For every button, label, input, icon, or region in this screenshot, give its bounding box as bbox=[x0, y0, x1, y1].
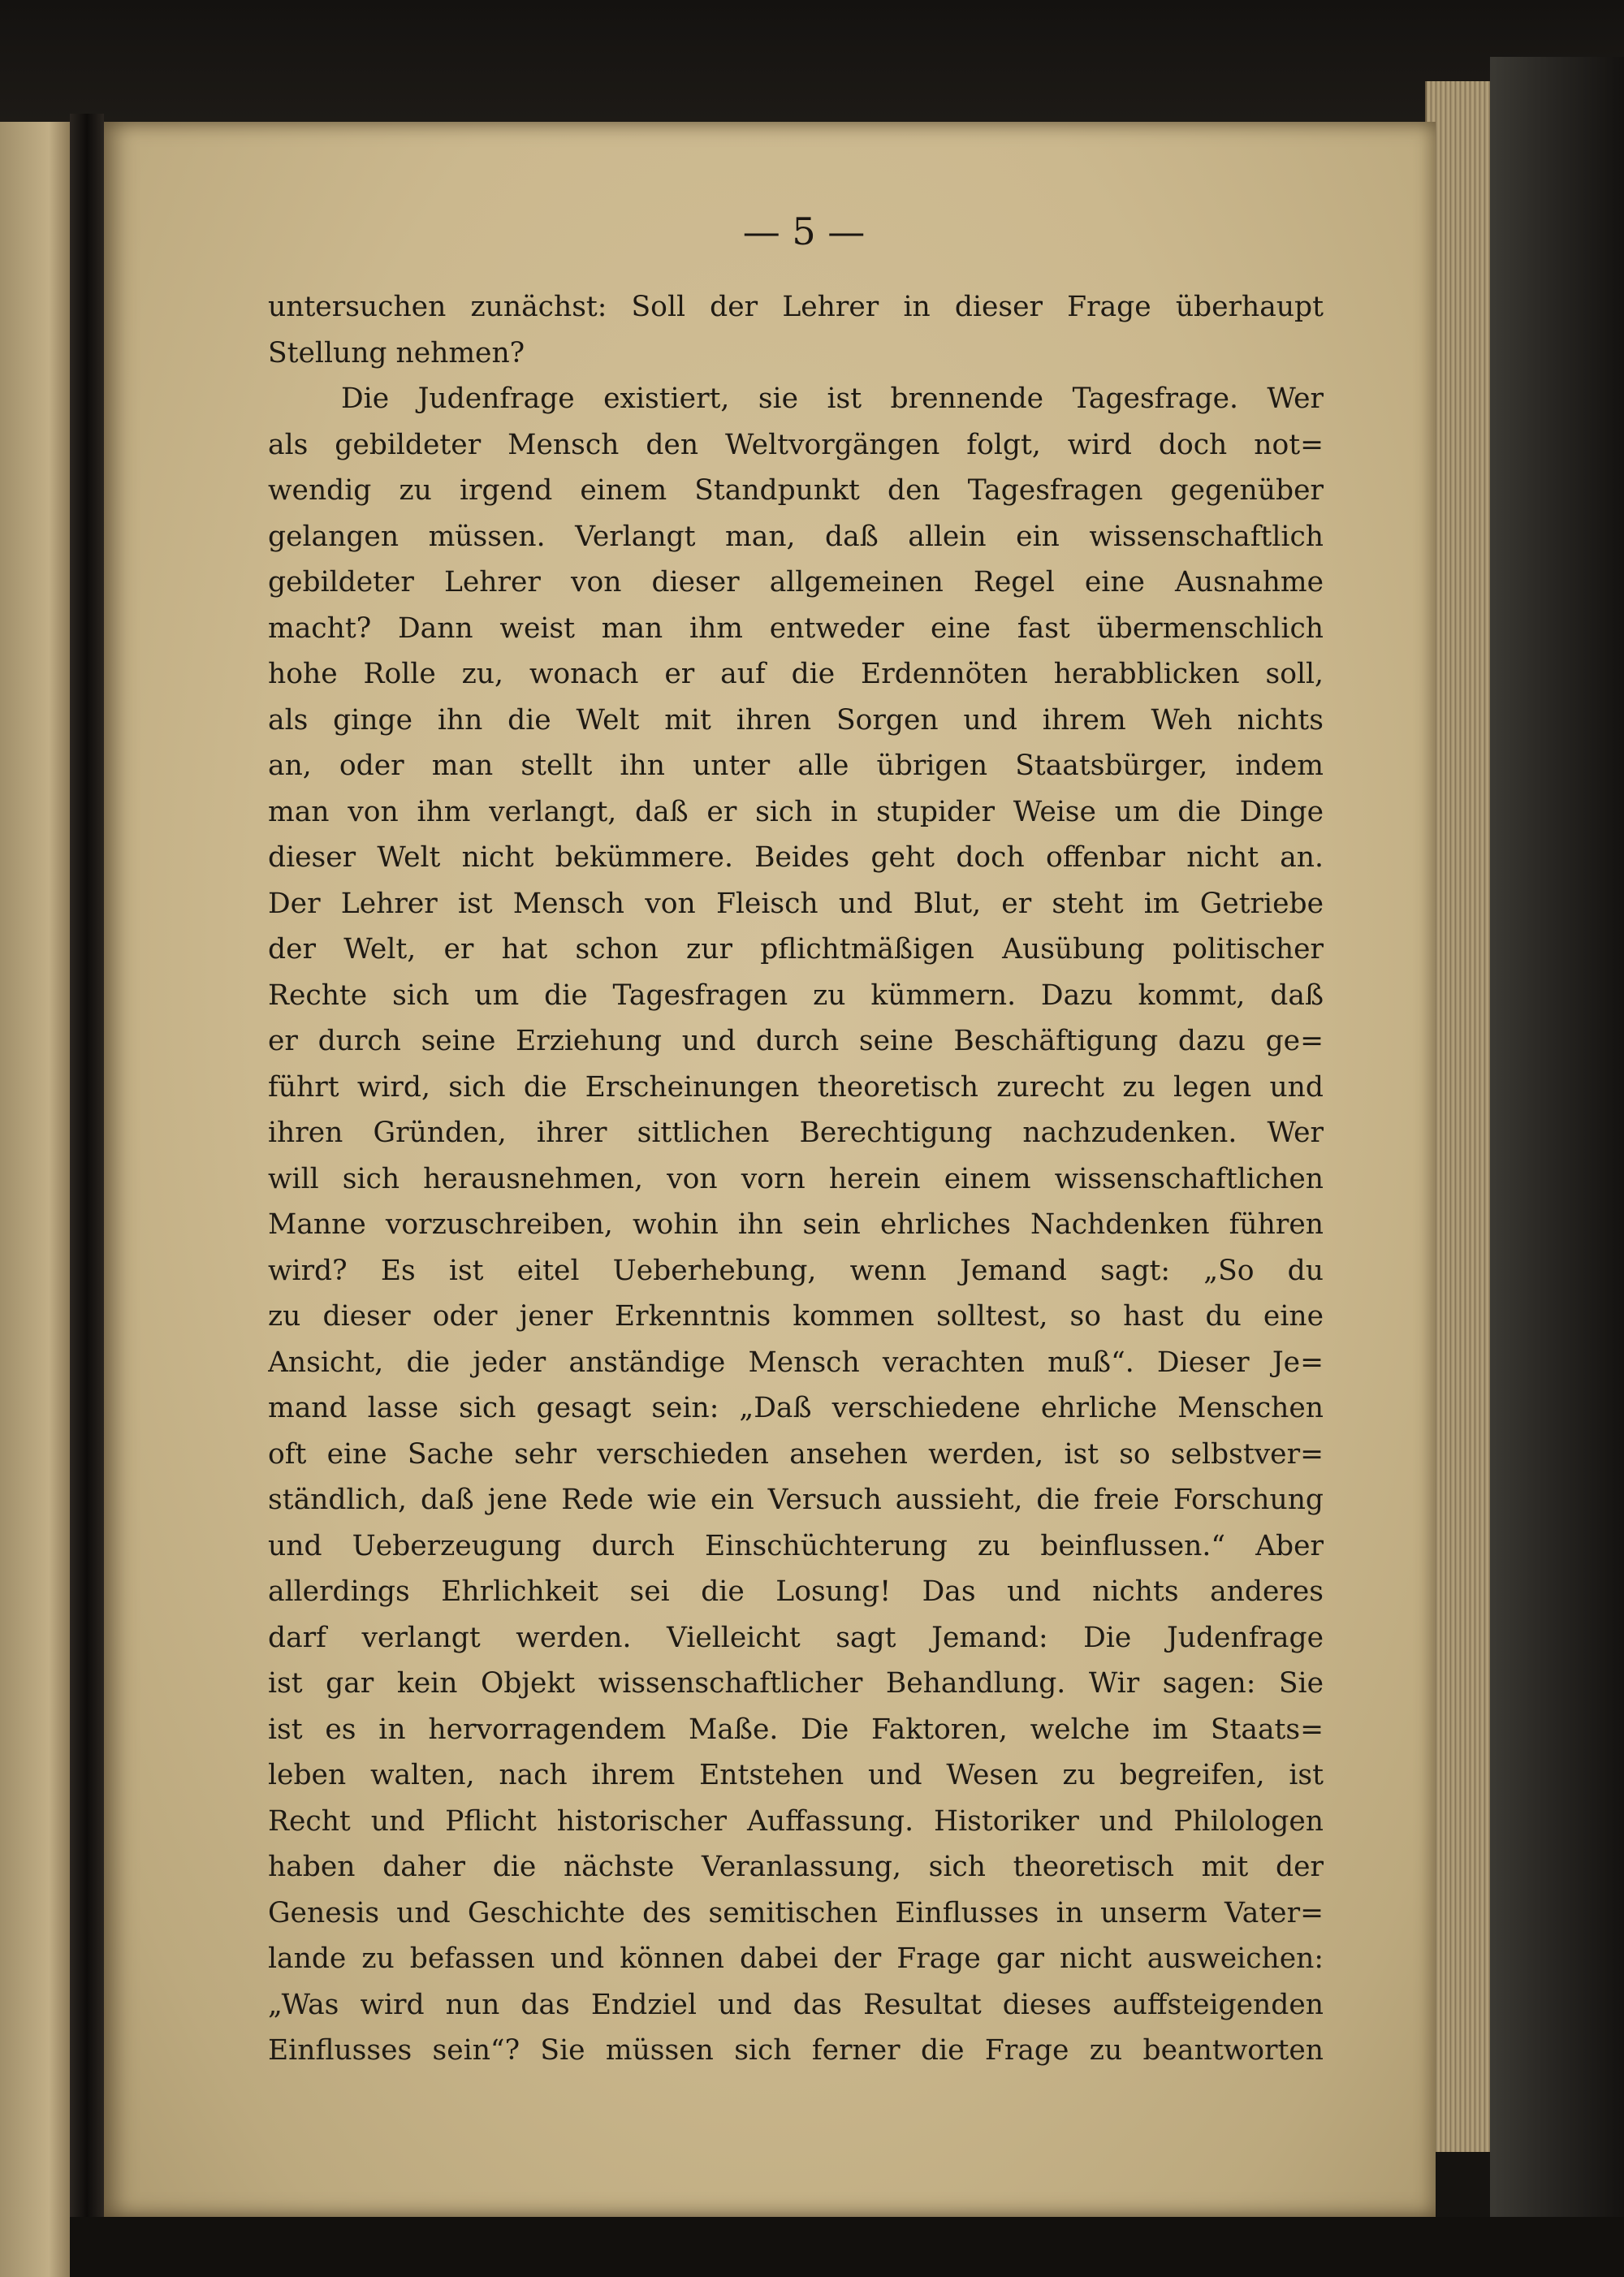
text-line: ist es in hervorragendem Maße. Die Faktoren, welche im Staats= bbox=[268, 1713, 1324, 1746]
text-line: er durch seine Erziehung und durch seine Beschäftigung dazu ge= bbox=[268, 1025, 1324, 1057]
text-line: Stellung nehmen? bbox=[268, 336, 525, 369]
text-line: man von ihm verlangt, daß er sich in stupider Weise um die Dinge bbox=[268, 795, 1324, 828]
text-line: ihren Gründen, ihrer sittlichen Berechtigung nachzudenken. Wer bbox=[268, 1117, 1324, 1149]
text-line: hohe Rolle zu, wonach er auf die Erdennöten herabblicken soll, bbox=[268, 658, 1324, 690]
left-page-edge bbox=[0, 122, 70, 2277]
text-line: gebildeter Lehrer von dieser allgemeinen Regel eine Ausnahme bbox=[268, 566, 1324, 598]
text-line: zu dieser oder jener Erkenntnis kommen solltest, so hast du eine bbox=[268, 1300, 1324, 1333]
text-line: wird? Es ist eitel Ueberhebung, wenn Jemand sagt: „So du bbox=[268, 1254, 1324, 1287]
text-line: Ansicht, die jeder anständige Mensch verachten muß“. Dieser Je= bbox=[268, 1346, 1324, 1379]
text-line: haben daher die nächste Veranlassung, sich theoretisch mit der bbox=[268, 1851, 1324, 1883]
text-line: Der Lehrer ist Mensch von Fleisch und Blut, er steht im Getriebe bbox=[268, 887, 1324, 920]
text-line: lande zu befassen und können dabei der Frage gar nicht ausweichen: bbox=[268, 1942, 1324, 1975]
text-line: Manne vorzuschreiben, wohin ihn sein ehrliches Nachdenken führen bbox=[268, 1208, 1324, 1241]
text-line: mand lasse sich gesagt sein: „Daß verschiedene ehrliche Menschen bbox=[268, 1392, 1324, 1424]
text-line: Recht und Pflicht historischer Auffassung. Historiker und Philologen bbox=[268, 1804, 1324, 1838]
text-line: Die Judenfrage existiert, sie ist brennende Tagesfrage. Wer bbox=[341, 382, 1324, 415]
text-line: an, oder man stellt ihn unter alle übrigen Staatsbürger, indem bbox=[268, 750, 1324, 782]
page-body-text bbox=[268, 284, 1324, 2074]
book-cover-right bbox=[1490, 57, 1624, 2277]
text-line: dieser Welt nicht bekümmere. Beides geht doch offenbar nicht an. bbox=[268, 841, 1324, 874]
text-line: oft eine Sache sehr verschieden ansehen werden, ist so selbstver= bbox=[268, 1437, 1324, 1471]
text-line: und Ueberzeugung durch Einschüchterung zu beinflussen.“ Aber bbox=[268, 1529, 1324, 1562]
text-line: führt wird, sich die Erscheinungen theoretisch zurecht zu legen und bbox=[268, 1070, 1324, 1104]
page-number: — 5 — bbox=[742, 210, 866, 253]
text-line: macht? Dann weist man ihm entweder eine fast übermenschlich bbox=[268, 611, 1324, 645]
text-line: als gebildeter Mensch den Weltvorgängen folgt, wird doch not= bbox=[268, 428, 1324, 461]
book-cover-bottom bbox=[70, 2217, 1624, 2277]
text-line: als ginge ihn die Welt mit ihren Sorgen und ihrem Weh nichts bbox=[268, 703, 1324, 737]
text-line: leben walten, nach ihrem Entstehen und Wesen zu begreifen, ist bbox=[268, 1759, 1324, 1791]
text-line: allerdings Ehrlichkeit sei die Losung! Das und nichts anderes bbox=[268, 1575, 1324, 1608]
text-line: ist gar kein Objekt wissenschaftlicher Behandlung. Wir sagen: Sie bbox=[268, 1667, 1324, 1700]
text-line: darf verlangt werden. Vielleicht sagt Jemand: Die Judenfrage bbox=[268, 1621, 1324, 1654]
text-line: Rechte sich um die Tagesfragen zu kümmern. Dazu kommt, daß bbox=[268, 979, 1324, 1012]
text-line: wendig zu irgend einem Standpunkt den Tagesfragen gegenüber bbox=[268, 474, 1324, 507]
text-line: gelangen müssen. Verlangt man, daß allein ein wissenschaftlich bbox=[268, 520, 1324, 553]
text-line: Einflusses sein“? Sie müssen sich ferner die Frage zu beantworten bbox=[268, 2034, 1324, 2067]
text-line: der Welt, er hat schon zur pflichtmäßigen Ausübung politischer bbox=[268, 933, 1324, 966]
text-line: untersuchen zunächst: Soll der Lehrer in dieser Frage überhaupt bbox=[268, 291, 1324, 323]
text-line: „Was wird nun das Endziel und das Resultat dieses auffsteigenden bbox=[268, 1988, 1324, 2021]
text-line: will sich herausnehmen, von vorn herein einem wissenschaftlichen bbox=[268, 1162, 1324, 1195]
text-line: ständlich, daß jene Rede wie ein Versuch aussieht, die freie Forschung bbox=[268, 1484, 1324, 1516]
book-gutter bbox=[70, 114, 104, 2277]
text-line: Genesis und Geschichte des semitischen Einflusses in unserm Vater= bbox=[268, 1896, 1324, 1929]
book-cover-top bbox=[0, 0, 1624, 122]
